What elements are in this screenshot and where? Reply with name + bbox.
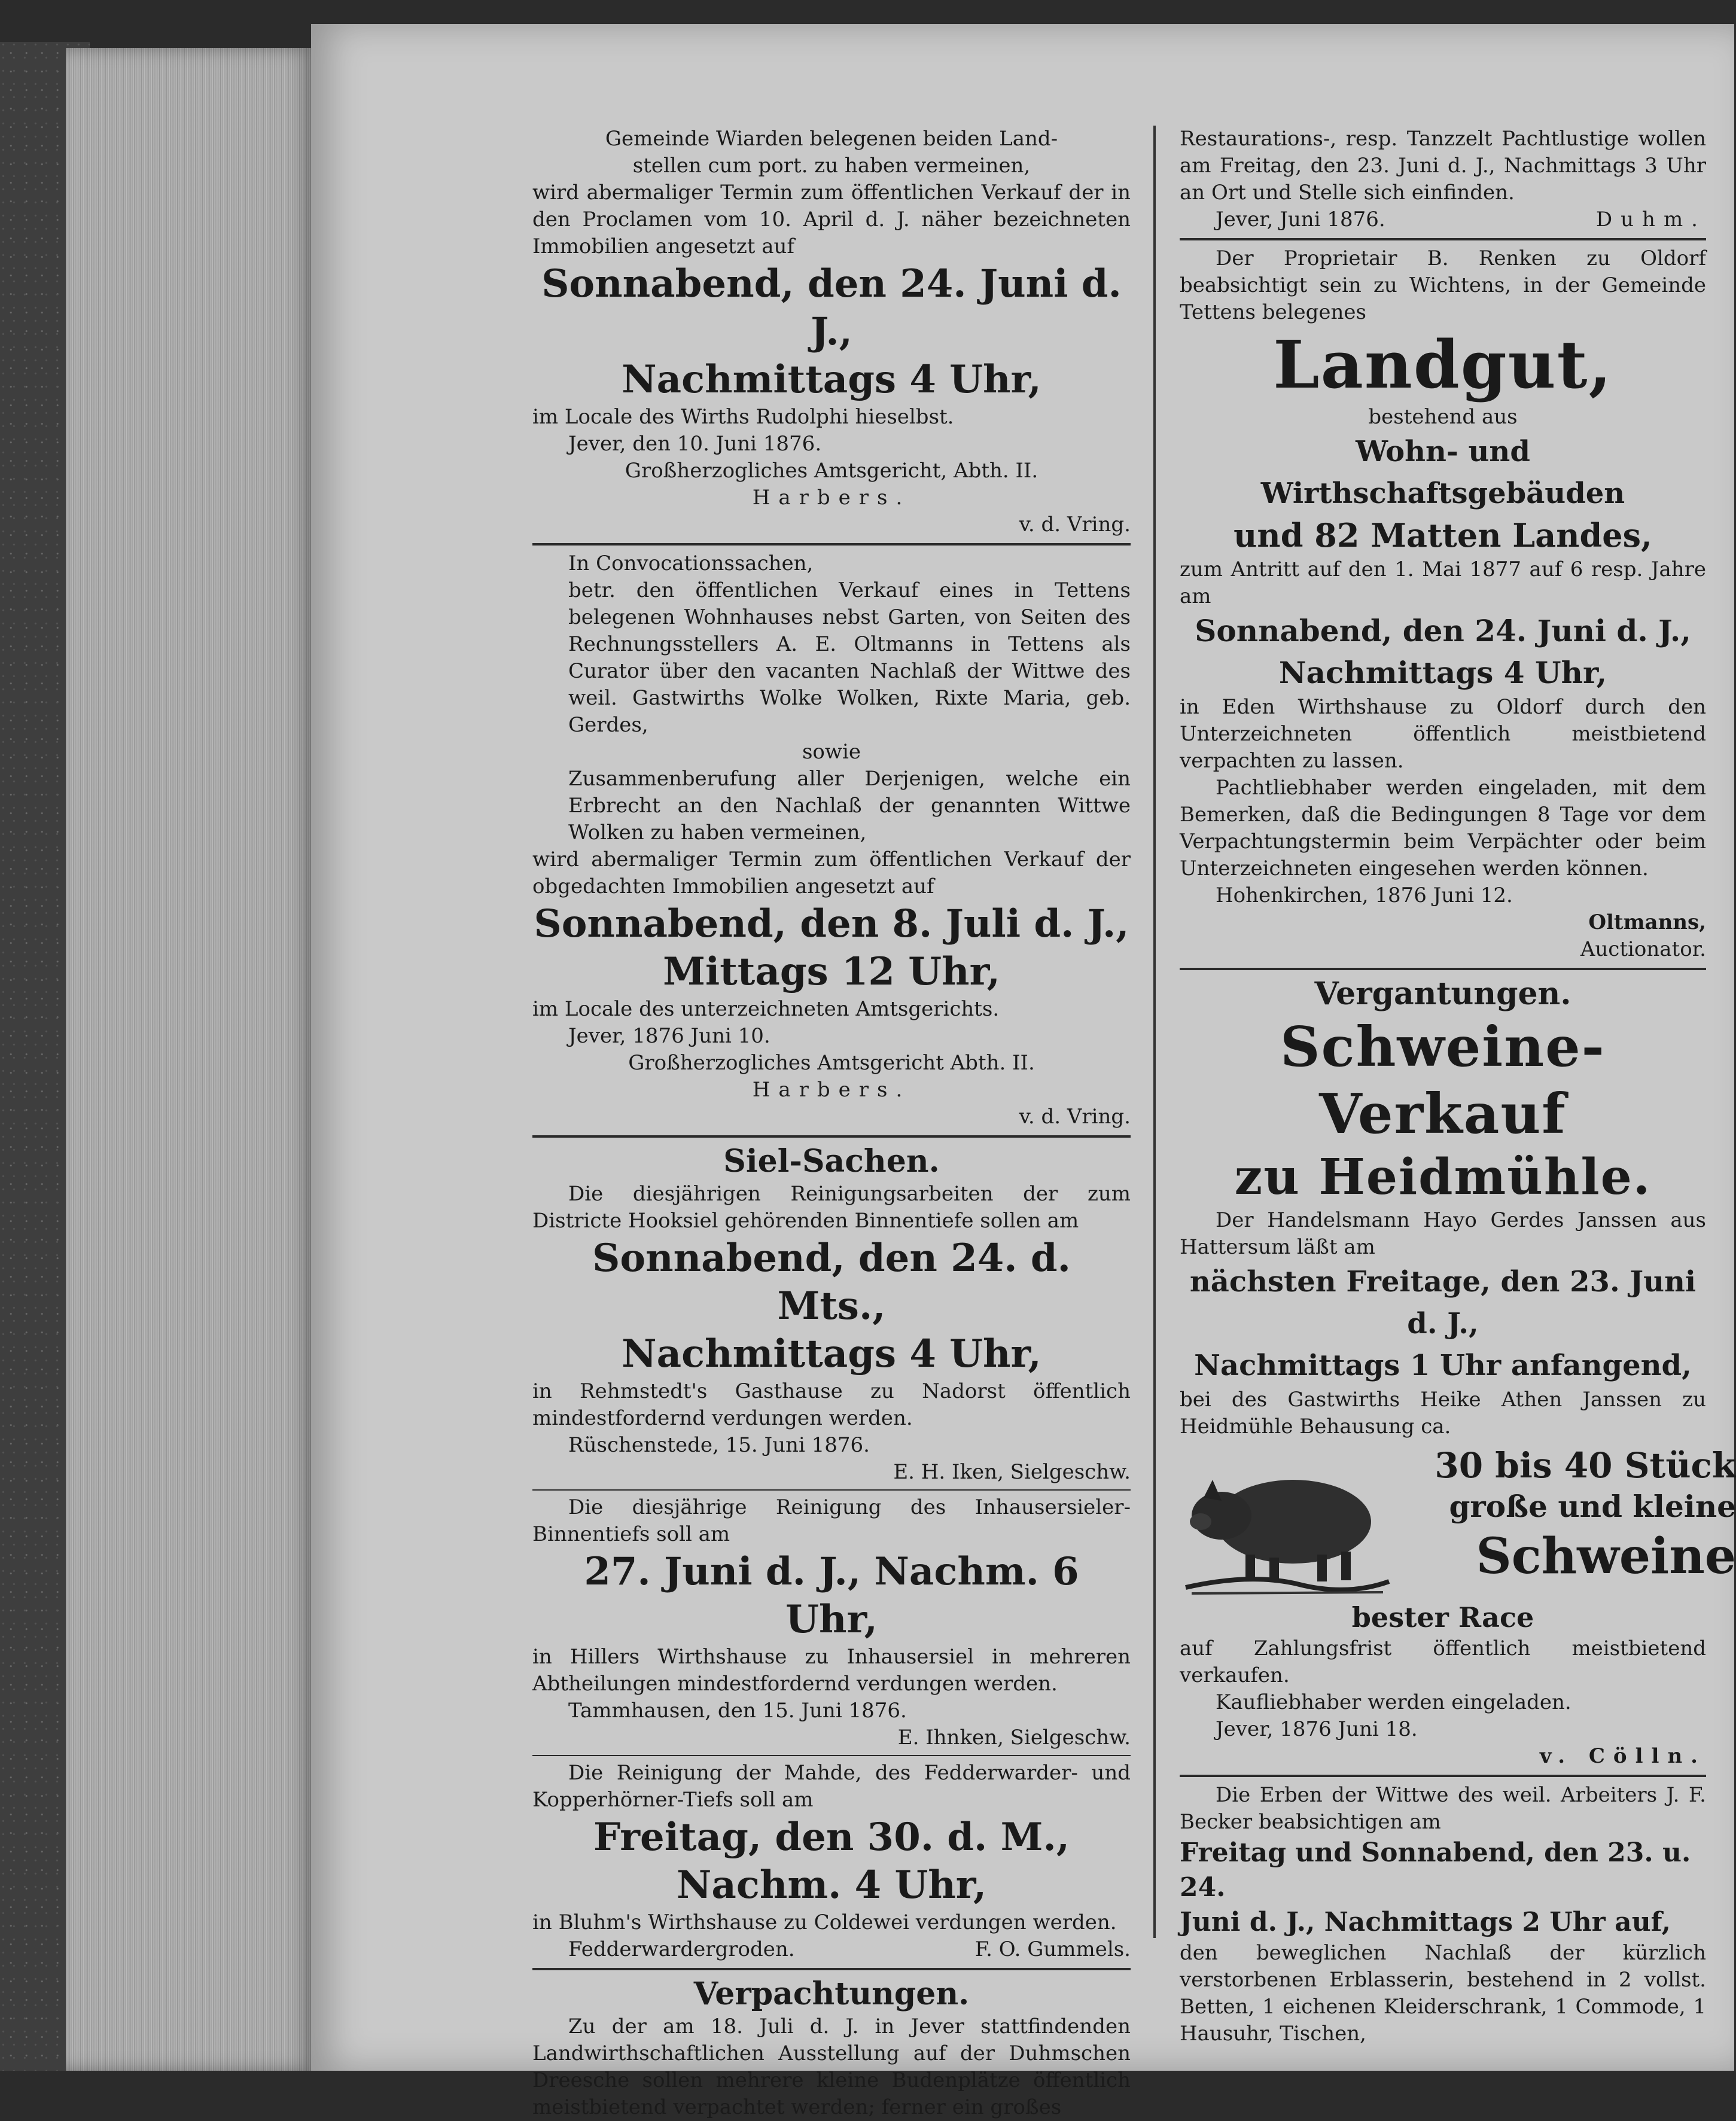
pig-illustration-icon	[1180, 1444, 1395, 1599]
auction-date: Sonnabend, den 24. d. Mts.,	[592, 1236, 1071, 1328]
town-date: Rüschenstede, 15. Juni 1876.	[568, 1433, 870, 1457]
signature: F. O. Gummels.	[974, 1937, 1131, 1961]
signature: E. H. Iken, Sielgeschw.	[893, 1460, 1131, 1484]
town-date: Jever, 1876 Juni 18.	[1216, 1717, 1418, 1741]
notice-text: Gemeinde Wiarden belegenen beiden Land-	[605, 127, 1058, 151]
divider	[1180, 238, 1706, 240]
notice-text: Pachtliebhaber werden eingeladen, mit dem Bemerken, daß die Bedingungen 8 Tage vor dem Verpachtungstermin beim Verpächter oder beim Unterzeichneten eingesehen werden können.	[1180, 776, 1706, 880]
auction-date: Sonnabend, den 24. Juni d. J.,	[541, 261, 1122, 354]
signature-line	[532, 1936, 1131, 1963]
notice-text: Die diesjährigen Reinigungsarbeiten der zum Districte Hooksiel gehörenden Binnentiefe sollen am	[532, 1182, 1131, 1233]
notice-text: Die diesjährige Reinigung des Inhausersieler-Binnentiefs soll am	[532, 1495, 1131, 1546]
notice-tanzzelt	[1180, 126, 1706, 233]
town-date: Jever, Juni 1876.	[1216, 208, 1385, 231]
divider	[532, 1968, 1131, 1970]
pig-kind: große und kleine	[1449, 1489, 1736, 1524]
notice-text: bestehend aus	[1368, 405, 1518, 429]
auction-date: Freitag, den 30. d. M.,	[593, 1815, 1070, 1860]
court-name: Großherzogliches Amtsgericht Abth. II.	[628, 1051, 1035, 1075]
left-column	[532, 126, 1131, 2121]
notice-fedderwarder	[532, 1760, 1131, 1963]
pig-animal: Schweine	[1476, 1528, 1736, 1585]
page-stack	[66, 48, 317, 2071]
auction-place: in Hillers Wirthshause zu Inhausersiel in mehreren Abtheilungen mindestfordernd verdungen werden.	[532, 1645, 1131, 1696]
pig-ad	[1180, 1444, 1736, 1599]
signature: v. Cölln.	[1539, 1744, 1706, 1768]
notice-subtitle: Wohn- und Wirthschaftsgebäuden	[1260, 435, 1625, 510]
notice-text: den beweglichen Nachlaß der kürzlich verstorbenen Erblasserin, bestehend in 2 vollst. Betten, 1 eichenen Kleiderschrank, 1 Commode, 1 Hausuhr, Tischen,	[1180, 1941, 1706, 2046]
notice-text: betr. den öffentlichen Verkauf eines in Tettens belegenen Wohnhauses nebst Garten, von Seiten des Rechnungsstellers A. E. Oltmanns in Tettens als Curator über den vacanten Nachlaß der Wittwe des weil. Gastwirths Wolke Wolken, Rixte Maria, geb. Gerdes,	[568, 578, 1131, 737]
town-date: Jever, 1876 Juni 10.	[568, 1024, 770, 1048]
auction-date: nächsten Freitage, den 23. Juni	[1189, 1265, 1697, 1299]
auction-place: in Eden Wirthshause zu Oldorf durch den Unterzeichneten öffentlich meistbietend verpachten zu lassen.	[1180, 695, 1706, 773]
right-column	[1180, 126, 1736, 2047]
divider	[532, 1755, 1131, 1756]
notice-text: Der Proprietair B. Renken zu Oldorf beabsichtigt sein zu Wichtens, in der Gemeinde Tettens belegenes	[1180, 246, 1706, 324]
auction-time: Nachmittags 4 Uhr,	[1278, 655, 1607, 690]
notice-text: Die Erben der Wittwe des weil. Arbeiters J. F. Becker beabsichtigen am	[1180, 1783, 1706, 1834]
auction-place: im Locale des Wirths Rudolphi hieselbst.	[532, 405, 954, 429]
town: Fedderwardergroden.	[568, 1937, 795, 1961]
auction-time: Nachmittags 4 Uhr,	[622, 1331, 1041, 1376]
auction-time: Juni d. J., Nachmittags 2 Uhr auf,	[1180, 1907, 1671, 1937]
notice-convocation	[532, 550, 1131, 1130]
pig-ad-text	[1401, 1444, 1736, 1586]
notice-title: Schweine-Verkauf	[1280, 1014, 1606, 1146]
notice-text: wird abermaliger Termin zum öffentlichen Verkauf der in den Proclamen vom 10. April d. J. näher bezeichneten Immobilien angesetzt auf	[532, 181, 1131, 258]
divider	[1180, 968, 1706, 970]
auction-place: in Bluhm's Wirthshause zu Coldewei verdungen werden.	[532, 1910, 1117, 1934]
notice-becker	[1180, 1782, 1706, 2047]
notice-inhausersiel	[532, 1494, 1131, 1751]
notice-subtitle: und 82 Matten Landes,	[1234, 516, 1652, 554]
notice-text: Zu der am 18. Juli d. J. in Jever stattfindenden Landwirthschaftlichen Ausstellung auf der Duhmschen Dreesche sollen mehrere kleine Budenplätze öffentlich meistbietend verpachtet werden; ferner ein großes	[532, 2015, 1131, 2119]
divider	[1180, 1775, 1706, 1777]
notice-text: auf Zahlungsfrist öffentlich meistbietend verkaufen.	[1180, 1637, 1706, 1687]
notice-wiarden	[532, 126, 1131, 538]
signature: Harbers.	[752, 1078, 911, 1102]
auction-date: Sonnabend, den 8. Juli d. J.,	[534, 901, 1129, 946]
section-heading: Vergantungen.	[1314, 976, 1571, 1012]
court-name: Großherzogliches Amtsgericht, Abth. II.	[625, 459, 1038, 483]
signature: Oltmanns,	[1588, 910, 1706, 934]
signature: Duhm.	[1595, 208, 1706, 231]
auction-place: bei des Gastwirths Heike Athen Janssen zu Heidmühle Behausung ca.	[1180, 1388, 1706, 1439]
notice-text: Der Handelsmann Hayo Gerdes Janssen aus Hattersum läßt am	[1180, 1208, 1706, 1259]
notice-text: Kaufliebhaber werden eingeladen.	[1216, 1690, 1571, 1714]
notice-text: Restaurations-, resp. Tanzzelt Pachtlustige wollen am Freitag, den 23. Juni d. J., Nachmittags 3 Uhr an Ort und Stelle sich einfinden.	[1180, 127, 1706, 205]
town-date: Hohenkirchen, 1876 Juni 12.	[1216, 883, 1513, 907]
auction-date: Sonnabend, den 24. Juni d. J.,	[1195, 613, 1691, 648]
notice-text: Zusammenberufung aller Derjenigen, welche ein Erbrecht an den Nachlaß der genannten Wittwe Wolken zu haben vermeinen,	[568, 767, 1131, 845]
notice-text: Die Reinigung der Mahde, des Fedderwarder- und Kopperhörner-Tiefs soll am	[532, 1761, 1131, 1812]
notice-title: zu Heidmühle.	[1234, 1148, 1652, 1206]
town-date: Tammhausen, den 15. Juni 1876.	[568, 1699, 907, 1723]
clerk: v. d. Vring.	[1019, 1105, 1131, 1129]
auction-date: d. J.,	[1407, 1307, 1479, 1340]
notice-intro: In Convocationssachen,	[568, 551, 814, 575]
auction-time: Nachmittags 1 Uhr anfangend,	[1194, 1349, 1692, 1382]
signature: Harbers.	[752, 486, 911, 510]
pig-race: bester Race	[1351, 1601, 1534, 1634]
column-divider	[1153, 126, 1156, 1938]
notice-siel-sachen	[532, 1142, 1131, 1486]
signature-line	[1180, 206, 1706, 233]
clerk: v. d. Vring.	[1019, 513, 1131, 537]
newspaper-page	[311, 24, 1736, 2119]
auction-time: Nachm. 4 Uhr,	[676, 1863, 987, 1907]
notice-landgut	[1180, 245, 1706, 963]
town-date: Jever, den 10. Juni 1876.	[568, 432, 822, 456]
auction-time: Mittags 12 Uhr,	[663, 949, 1000, 994]
auction-date: Freitag und Sonnabend, den 23. u. 24.	[1180, 1837, 1691, 1903]
auction-place: in Rehmstedt's Gasthause zu Nadorst öffentlich mindestfordernd verdungen werden.	[532, 1379, 1131, 1430]
notice-text: stellen cum port. zu haben vermeinen,	[632, 154, 1031, 178]
divider	[532, 1489, 1131, 1491]
section-heading: Verpachtungen.	[693, 1976, 970, 2012]
auction-place: im Locale des unterzeichneten Amtsgerichts.	[532, 997, 1000, 1021]
divider	[532, 543, 1131, 546]
divider	[532, 1135, 1131, 1138]
auction-date: 27. Juni d. J., Nachm. 6 Uhr,	[584, 1549, 1079, 1642]
notice-verpachtungen	[532, 1975, 1131, 2121]
signature: E. Ihnken, Sielgeschw.	[897, 1726, 1131, 1750]
notice-text: zum Antritt auf den 1. Mai 1877 auf 6 resp. Jahre am	[1180, 557, 1706, 608]
auction-time: Nachmittags 4 Uhr,	[622, 357, 1041, 402]
notice-text: sowie	[802, 740, 861, 764]
notice-text: wird abermaliger Termin zum öffentlichen Verkauf der obgedachten Immobilien angesetzt auf	[532, 848, 1131, 898]
role: Auctionator.	[1580, 937, 1706, 961]
pig-count: 30 bis 40 Stück	[1435, 1445, 1736, 1486]
section-heading: Siel-Sachen.	[723, 1143, 940, 1180]
notice-title: Landgut,	[1273, 326, 1613, 403]
notice-schweine	[1180, 975, 1736, 1770]
